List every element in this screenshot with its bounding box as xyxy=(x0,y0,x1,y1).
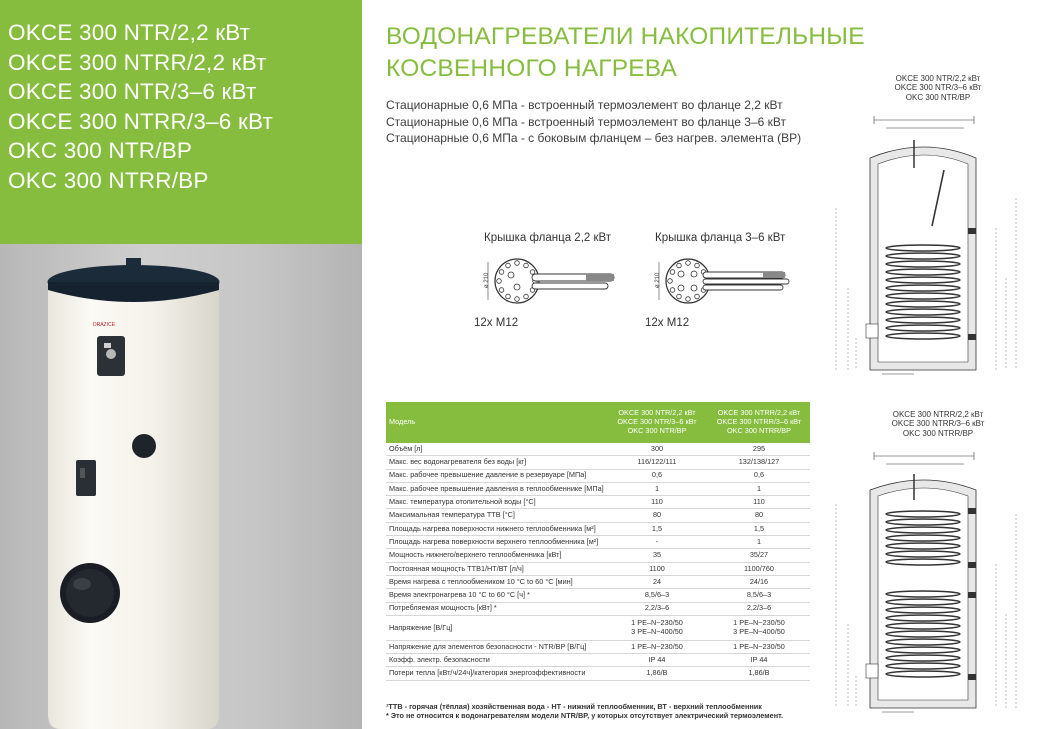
technical-drawing-ntr xyxy=(826,74,1050,394)
cell-value: 1,86/B xyxy=(708,667,810,680)
table-row xyxy=(386,575,810,588)
flange-spec: 12x M12 xyxy=(474,317,519,329)
cell-value: 35/27 xyxy=(708,549,810,562)
table-row xyxy=(386,496,810,509)
row-label: Макс. вес водонагревателя без воды [кг] xyxy=(386,456,606,469)
footnote: * Это не относится к водонагревателям модели NTR/BP, у которых отсутствует электрический термоэлемент. xyxy=(386,711,784,721)
table-row xyxy=(386,469,810,482)
cell-value: 0,6 xyxy=(606,469,708,482)
table-row xyxy=(386,456,810,469)
table-row xyxy=(386,509,810,522)
tank-cross-section-icon xyxy=(826,108,1050,388)
description-line: Стационарные 0,6 МПа - встроенный термоэлемент во фланце 3–6 кВт xyxy=(386,114,786,129)
brand-logo-text: DRAZICE xyxy=(93,322,115,328)
row-label: Макс. температура отопительной воды [°C] xyxy=(386,496,606,509)
drawing-caption xyxy=(826,74,1050,102)
specifications-table xyxy=(386,402,810,681)
drawing-caption-line: OKCE 300 NTR/2,2 кВт xyxy=(895,74,981,83)
table-footnotes xyxy=(386,702,783,721)
row-label: Макс. рабочее превышение давление в резервуаре [МПа] xyxy=(386,469,606,482)
cell-value-line: 1 PE–N~230/50 xyxy=(733,618,785,628)
model-name: OKCE 300 NTR/2,2 кВт xyxy=(8,20,251,45)
table-row xyxy=(386,589,810,602)
model-name: OKCE 300 NTRR/2,2 кВт xyxy=(8,49,267,75)
table-row xyxy=(386,654,810,667)
row-label: Площадь нагрева поверхности нижнего теплообменника [м²] xyxy=(386,522,606,535)
table-row xyxy=(386,667,810,680)
water-heater-image xyxy=(0,244,362,729)
model-list xyxy=(8,18,273,196)
cell-value: 1 xyxy=(606,482,708,495)
flange-dimension: ø 210 xyxy=(655,272,661,288)
table-header-row xyxy=(386,402,810,443)
table-row xyxy=(386,640,810,653)
cell-value: 1100/760 xyxy=(708,562,810,575)
cell-value: 1 PE–N~230/50 xyxy=(708,640,810,653)
cell-value xyxy=(708,615,810,640)
cell-value: 110 xyxy=(708,496,810,509)
cell-value-line: 3 PE–N~400/50 xyxy=(631,626,683,636)
cell-value: 24/16 xyxy=(708,575,810,588)
column-header-ntrr xyxy=(708,402,810,443)
row-label: Макс. рабочее превышение давления в теплообменнике [МПа] xyxy=(386,482,606,495)
cell-value: 8,5/6–3 xyxy=(606,589,708,602)
cell-value: 1100 xyxy=(606,562,708,575)
table-row xyxy=(386,615,810,640)
cell-value: 2,2/3–6 xyxy=(606,602,708,615)
row-label: Потребляемая мощность [кВт] * xyxy=(386,602,606,615)
row-label: Время нагрева с теплообмеником 10 °C to 60 °C [мин] xyxy=(386,575,606,588)
description-line: Стационарные 0,6 МПа - встроенный термоэлемент во фланце 2,2 кВт xyxy=(386,98,783,112)
table-row xyxy=(386,549,810,562)
cell-value: 0,6 xyxy=(708,469,810,482)
row-label: Коэфф. электр. безопасности xyxy=(386,654,606,667)
row-label: Площадь нагрева поверхности верхнего теплообменника [м²] xyxy=(386,536,606,549)
row-label: Напряжение [В/Гц] xyxy=(386,615,606,640)
column-header-line: OKCE 300 NTR/2,2 кВт xyxy=(618,408,696,418)
cell-value: 295 xyxy=(708,443,810,456)
cell-value: IP 44 xyxy=(708,654,810,667)
drawing-caption-line: OKCE 300 NTRR/3–6 кВт xyxy=(891,419,985,429)
technical-drawing-ntrr xyxy=(826,410,1050,729)
row-label: Потери тепла [кВт/ч/24ч]/категория энергоэффективности xyxy=(386,667,606,680)
drawing-caption-line: OKCE 300 NTRR/2,2 кВт xyxy=(892,410,984,419)
cell-value xyxy=(606,615,708,640)
cell-value: 35 xyxy=(606,549,708,562)
cell-value: 80 xyxy=(606,509,708,522)
model-name: OKC 300 NTRR/BP xyxy=(8,167,209,193)
cell-value: 1 PE–N~230/50 xyxy=(606,640,708,653)
column-header-line: OKC 300 NTRR/BP xyxy=(726,425,792,435)
cell-value: IP 44 xyxy=(606,654,708,667)
cell-value: 132/138/127 xyxy=(708,456,810,469)
column-header-line: OKCE 300 NTRR/3–6 кВт xyxy=(716,417,802,427)
drawing-caption-line: OKC 300 NTRR/BP xyxy=(902,428,974,438)
flange-spec: 12x M12 xyxy=(645,317,690,329)
model-name-panel xyxy=(0,0,362,244)
table-row xyxy=(386,602,810,615)
table-row xyxy=(386,536,810,549)
row-label: Максимальная температура ТТВ [°C] xyxy=(386,509,606,522)
cell-value: 80 xyxy=(708,509,810,522)
cell-value: 1 xyxy=(708,536,810,549)
column-header-line: OKCE 300 NTR/3–6 кВт xyxy=(617,417,697,427)
model-name: OKC 300 NTR/BP xyxy=(8,138,193,164)
model-name: OKCE 300 NTRR/3–6 кВт xyxy=(8,108,273,134)
table-row xyxy=(386,562,810,575)
cell-value: 8,5/6–3 xyxy=(708,589,810,602)
cell-value: 110 xyxy=(606,496,708,509)
cell-value-line: 1 PE–N~230/50 xyxy=(631,618,683,628)
page-title-line: ВОДОНАГРЕВАТЕЛИ НАКОПИТЕЛЬНЫЕ xyxy=(386,23,865,50)
flange-dimension: ø 210 xyxy=(484,272,490,288)
column-header-line: OKC 300 NTR/BP xyxy=(627,425,687,435)
flange-caption: Крышка фланца 3–6 кВт xyxy=(655,232,786,244)
flange-cover-icon xyxy=(474,250,634,320)
cell-value: - xyxy=(606,536,708,549)
description-list xyxy=(386,97,801,147)
model-name: OKCE 300 NTR/3–6 кВт xyxy=(8,79,257,105)
column-header-ntr xyxy=(606,402,708,443)
column-header-line: OKCE 300 NTRR/2,2 кВт xyxy=(717,408,801,418)
flange-caption: Крышка фланца 2,2 кВт xyxy=(484,232,612,244)
table-row xyxy=(386,443,810,456)
cell-value: 2,2/3–6 xyxy=(708,602,810,615)
cell-value: 1 xyxy=(708,482,810,495)
row-label: Напряжение для элементов безопасности - NTR/BP [В/Гц] xyxy=(386,640,606,653)
flange-drawing-2-2kw xyxy=(474,228,634,338)
page-title xyxy=(386,21,866,85)
footnote: ¹ТТВ - горячая (тёплая) хозяйственная вода - НТ - нижний теплообменник, ВТ - верхний теплообменник xyxy=(386,702,762,711)
cell-value-line: 3 PE–N~400/50 xyxy=(733,626,785,636)
column-header-model: Модель xyxy=(386,402,606,443)
flange-cover-icon xyxy=(645,250,805,320)
drawing-caption xyxy=(826,410,1050,438)
cell-value: 300 xyxy=(606,443,708,456)
cell-value: 116/122/111 xyxy=(606,456,708,469)
table-row xyxy=(386,482,810,495)
product-photo xyxy=(0,244,362,729)
tank-cross-section-icon xyxy=(826,444,1050,728)
page-title-line: КОСВЕННОГО НАГРЕВА xyxy=(386,55,678,82)
cell-value: 1,5 xyxy=(708,522,810,535)
cell-value: 1,86/B xyxy=(606,667,708,680)
row-label: Время электронагрева 10 °C to 60 °C [ч] * xyxy=(386,589,606,602)
drawing-caption-line: OKC 300 NTR/BP xyxy=(905,92,971,102)
cell-value: 1,5 xyxy=(606,522,708,535)
flange-drawing-3-6kw xyxy=(645,228,805,338)
description-line: Стационарные 0,6 МПа - с боковым фланцем – без нагрев. элемента (BP) xyxy=(386,131,802,146)
drawing-caption-line: OKCE 300 NTR/3–6 кВт xyxy=(894,83,982,93)
row-label: Объём [л] xyxy=(386,443,606,456)
cell-value: 24 xyxy=(606,575,708,588)
row-label: Мощность нижнего/верхнего теплообменника [кВт] xyxy=(386,549,606,562)
table-row xyxy=(386,522,810,535)
row-label: Постоянная мощноςть ТТВ1/НТ/ВТ [л/ч] xyxy=(386,562,606,575)
